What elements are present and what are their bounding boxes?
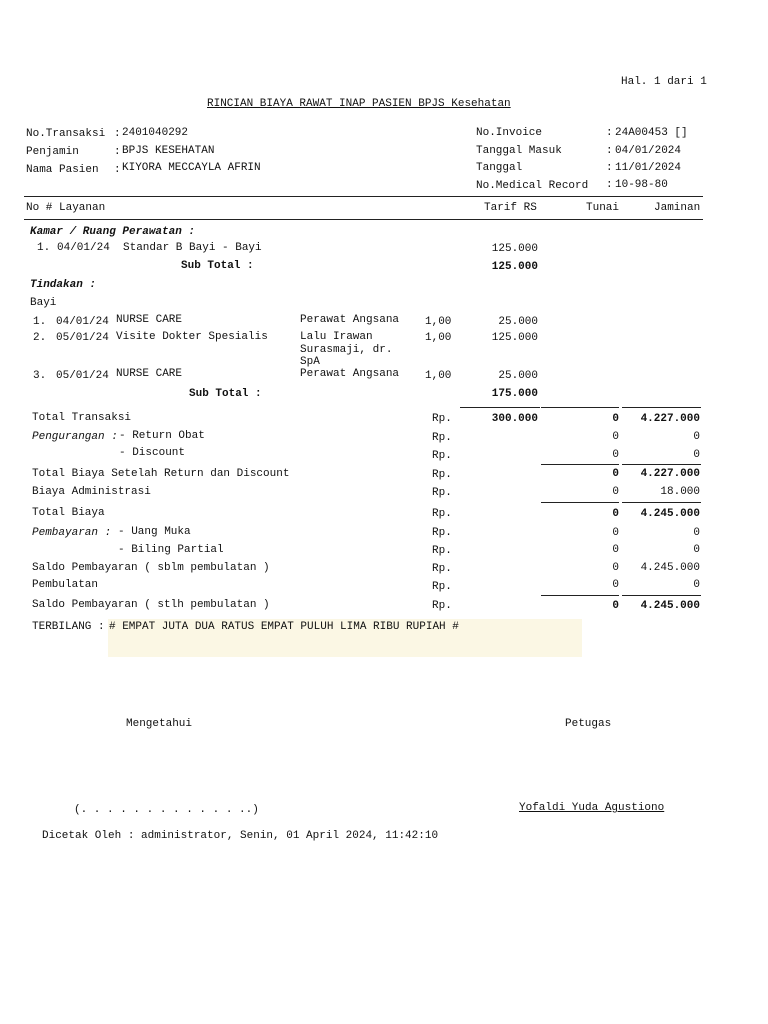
transaksi-label: No.Transaksi bbox=[26, 128, 106, 140]
uang-muka-label: - Uang Muka bbox=[118, 526, 191, 538]
rp-label: Rp. bbox=[432, 581, 452, 593]
total-transaksi-tarif: 300.000 bbox=[491, 413, 538, 425]
signature-left-name: (. . . . . . . . . . . . ..) bbox=[74, 804, 259, 816]
tanggal-masuk-label: Tanggal Masuk bbox=[476, 145, 562, 157]
colon: : bbox=[114, 146, 121, 158]
rp-label: Rp. bbox=[432, 527, 452, 539]
pembulatan-tunai: 0 bbox=[612, 579, 619, 591]
pengurangan-label: Pengurangan : bbox=[32, 431, 118, 443]
divider bbox=[622, 464, 701, 465]
row-desc: Standar B Bayi - Bayi bbox=[123, 242, 262, 254]
column-layanan: No # Layanan bbox=[26, 202, 106, 214]
saldo-sblm-label: Saldo Pembayaran ( sblm pembulatan ) bbox=[32, 562, 270, 574]
colon: : bbox=[114, 128, 121, 140]
discount-label: - Discount bbox=[119, 447, 186, 459]
biling-partial-tunai: 0 bbox=[612, 544, 619, 556]
administrasi-tunai: 0 bbox=[612, 486, 619, 498]
tanggal-label: Tanggal bbox=[476, 162, 523, 174]
row-staff: SpA bbox=[300, 356, 320, 368]
invoice-value: 24A00453 [] bbox=[615, 127, 688, 139]
total-biaya-tunai: 0 bbox=[612, 508, 619, 520]
column-tarif: Tarif RS bbox=[484, 202, 537, 214]
row-date: 05/01/24 bbox=[56, 332, 109, 344]
divider bbox=[622, 407, 701, 408]
return-obat-tunai: 0 bbox=[612, 431, 619, 443]
divider bbox=[622, 595, 701, 596]
rp-label: Rp. bbox=[432, 563, 452, 575]
document-title: RINCIAN BIAYA RAWAT INAP PASIEN BPJS Kesehatan bbox=[207, 98, 511, 110]
kamar-subtotal-label: Sub Total : bbox=[181, 260, 254, 272]
row-date: 05/01/24 bbox=[56, 370, 109, 382]
rp-label: Rp. bbox=[432, 413, 452, 425]
row-number: 2. bbox=[33, 332, 47, 344]
row-staff: Perawat Angsana bbox=[300, 314, 400, 326]
row-date: 04/01/24 bbox=[57, 242, 110, 254]
uang-muka-jaminan: 0 bbox=[693, 527, 700, 539]
divider bbox=[460, 407, 540, 408]
uang-muka-tunai: 0 bbox=[612, 527, 619, 539]
column-tunai: Tunai bbox=[586, 202, 620, 214]
row-tarif: 25.000 bbox=[498, 316, 538, 328]
colon: : bbox=[606, 162, 613, 174]
tindakan-heading: Tindakan : bbox=[30, 279, 97, 291]
divider bbox=[622, 502, 701, 503]
total-transaksi-tunai: 0 bbox=[612, 413, 619, 425]
divider bbox=[24, 196, 703, 197]
colon: : bbox=[606, 179, 613, 191]
saldo-stlh-tunai: 0 bbox=[612, 600, 619, 612]
row-staff: Surasmaji, dr. bbox=[300, 344, 393, 356]
penjamin-value: BPJS KESEHATAN bbox=[122, 145, 215, 157]
discount-jaminan: 0 bbox=[693, 449, 700, 461]
divider bbox=[24, 219, 703, 220]
medical-record-value: 10-98-80 bbox=[615, 179, 668, 191]
colon: : bbox=[606, 145, 613, 157]
row-desc: Visite Dokter Spesialis bbox=[116, 331, 268, 343]
row-tarif: 25.000 bbox=[498, 370, 538, 382]
biling-partial-jaminan: 0 bbox=[693, 544, 700, 556]
row-qty: 1,00 bbox=[425, 332, 452, 344]
transaksi-value: 2401040292 bbox=[122, 127, 189, 139]
divider bbox=[541, 464, 619, 465]
rp-label: Rp. bbox=[432, 545, 452, 557]
row-number: 1. bbox=[37, 242, 51, 254]
discount-tunai: 0 bbox=[612, 449, 619, 461]
return-obat-label: - Return Obat bbox=[119, 430, 205, 442]
divider bbox=[541, 595, 619, 596]
row-qty: 1,00 bbox=[425, 316, 452, 328]
page-number: Hal. 1 dari 1 bbox=[621, 76, 707, 88]
saldo-sblm-tunai: 0 bbox=[612, 562, 619, 574]
colon: : bbox=[114, 164, 121, 176]
nama-pasien-value: KIYORA MECCAYLA AFRIN bbox=[122, 162, 261, 174]
setelah-return-label: Total Biaya Setelah Return dan Discount bbox=[32, 468, 290, 480]
tanggal-value: 11/01/2024 bbox=[615, 162, 682, 174]
total-transaksi-jaminan: 4.227.000 bbox=[640, 413, 700, 425]
terbilang-value: # EMPAT JUTA DUA RATUS EMPAT PULUH LIMA RIBU RUPIAH # bbox=[109, 621, 459, 633]
tindakan-group: Bayi bbox=[30, 297, 57, 309]
total-biaya-label: Total Biaya bbox=[32, 507, 105, 519]
tanggal-masuk-value: 04/01/2024 bbox=[615, 145, 682, 157]
row-tarif: 125.000 bbox=[491, 332, 538, 344]
kamar-heading: Kamar / Ruang Perawatan : bbox=[30, 226, 196, 238]
pembayaran-label: Pembayaran : bbox=[32, 527, 112, 539]
return-obat-jaminan: 0 bbox=[693, 431, 700, 443]
row-staff: Perawat Angsana bbox=[300, 368, 400, 380]
signature-left-title: Mengetahui bbox=[126, 718, 193, 730]
row-number: 1. bbox=[33, 316, 47, 328]
divider bbox=[541, 407, 619, 408]
printed-by: Dicetak Oleh : administrator, Senin, 01 April 2024, 11:42:10 bbox=[42, 830, 439, 842]
row-staff: Lalu Irawan bbox=[300, 331, 373, 343]
rp-label: Rp. bbox=[432, 508, 452, 520]
pembulatan-jaminan: 0 bbox=[693, 579, 700, 591]
column-jaminan: Jaminan bbox=[654, 202, 701, 214]
rp-label: Rp. bbox=[432, 469, 452, 481]
total-transaksi-label: Total Transaksi bbox=[32, 412, 132, 424]
tindakan-subtotal: 175.000 bbox=[491, 388, 538, 400]
biling-partial-label: - Biling Partial bbox=[118, 544, 224, 556]
saldo-sblm-jaminan: 4.245.000 bbox=[640, 562, 700, 574]
rp-label: Rp. bbox=[432, 600, 452, 612]
penjamin-label: Penjamin bbox=[26, 146, 79, 158]
total-biaya-jaminan: 4.245.000 bbox=[640, 508, 700, 520]
invoice-label: No.Invoice bbox=[476, 127, 543, 139]
terbilang-label: TERBILANG : bbox=[32, 621, 105, 633]
row-number: 3. bbox=[33, 370, 47, 382]
tindakan-subtotal-label: Sub Total : bbox=[189, 388, 262, 400]
administrasi-jaminan: 18.000 bbox=[660, 486, 700, 498]
rp-label: Rp. bbox=[432, 432, 452, 444]
signature-right-title: Petugas bbox=[565, 718, 612, 730]
rp-label: Rp. bbox=[432, 487, 452, 499]
row-tarif: 125.000 bbox=[491, 243, 538, 255]
medical-record-label: No.Medical Record bbox=[476, 180, 589, 192]
divider bbox=[541, 502, 619, 503]
setelah-return-jaminan: 4.227.000 bbox=[640, 468, 700, 480]
administrasi-label: Biaya Administrasi bbox=[32, 486, 151, 498]
pembulatan-label: Pembulatan bbox=[32, 579, 99, 591]
row-desc: NURSE CARE bbox=[116, 368, 183, 380]
row-date: 04/01/24 bbox=[56, 316, 109, 328]
row-qty: 1,00 bbox=[425, 370, 452, 382]
setelah-return-tunai: 0 bbox=[612, 468, 619, 480]
saldo-stlh-jaminan: 4.245.000 bbox=[640, 600, 700, 612]
signature-right-name: Yofaldi Yuda Agustiono bbox=[519, 802, 665, 814]
kamar-subtotal: 125.000 bbox=[491, 261, 538, 273]
nama-pasien-label: Nama Pasien bbox=[26, 164, 99, 176]
row-desc: NURSE CARE bbox=[116, 314, 183, 326]
colon: : bbox=[606, 127, 613, 139]
saldo-stlh-label: Saldo Pembayaran ( stlh pembulatan ) bbox=[32, 599, 270, 611]
rp-label: Rp. bbox=[432, 450, 452, 462]
